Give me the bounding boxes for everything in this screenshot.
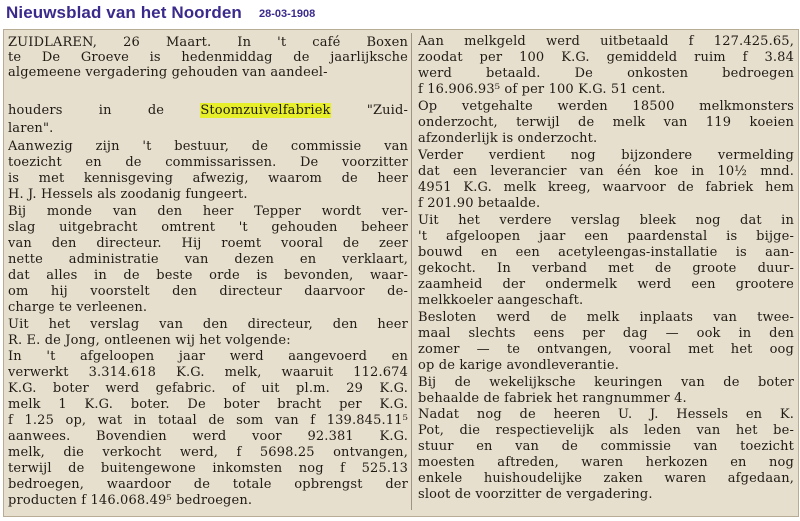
article-line: laren". <box>8 121 54 136</box>
article-line: Nadat nog de heeren U. J. Hessels en K. <box>418 407 794 422</box>
article-line: melk 1 K.G. boter. De boter bracht per K.G. <box>8 397 408 412</box>
article-line: melkkoeler aangeschaft. <box>418 293 584 308</box>
article-line: Op vetgehalte werden 18500 melkmonsters <box>418 99 794 114</box>
article-line: zomer — te ontvangen, vooral met het oog <box>418 342 794 357</box>
right-column <box>418 33 794 512</box>
article-line: toezicht en de commissarissen. De voorzitter <box>8 155 408 170</box>
article-line: slag uitgebracht omtrent 't gehouden beheer <box>8 220 408 235</box>
article-line: Bij monde van den heer Tepper wordt ver- <box>8 204 408 219</box>
article-line: stuur en van de commissie van toezicht <box>418 439 794 454</box>
article-line: Aan melkgeld werd uitbetaald f 127.425.65, <box>418 34 794 49</box>
article-line: sloot de voorzitter de vergadering. <box>418 487 653 502</box>
article-line: Bij de wekelijksche keuringen van de boter <box>418 375 794 390</box>
article-line: om hij voorstelt den directeur daarvoor de- <box>8 284 408 299</box>
article-line: bedroegen, waardoor de totale opbrengst der <box>8 477 408 492</box>
article-line: K.G. boter werd gefabric. of uit pl.m. 29 K.G. <box>8 381 408 396</box>
article-line: enkele huishoudelijke zaken waren afgedaan, <box>418 471 794 486</box>
article-line: Aanwezig zijn 't bestuur, de commissie van <box>8 139 408 154</box>
article-line: onderzocht, terwijl de melk van 119 koeien <box>418 115 794 130</box>
article-line: behaalde de fabriek het rangnummer 4. <box>418 391 687 406</box>
search-highlight: Stoomzuivelfabriek <box>200 103 331 118</box>
article-line: houders in de Stoomzuivelfabriek "Zuid- <box>8 103 408 118</box>
article-line: afzonderlijk is onderzocht. <box>418 131 598 146</box>
article-line: op de karige avondleverantie. <box>418 358 619 373</box>
article-line: f 201.90 betaalde. <box>418 196 541 211</box>
article-line: dat alles in de beste orde is bevonden, waar- <box>8 268 408 283</box>
article-line: nette administratie van dezen en verklaart, <box>8 252 408 267</box>
article-line: is met kennisgeving afwezig, waarom de heer <box>8 171 408 186</box>
article-line: 4951 K.G. melk kreeg, waarvoor de fabriek hem <box>418 180 794 195</box>
header <box>0 0 800 28</box>
newspaper-title: Nieuwsblad van het Noorden <box>6 3 242 22</box>
article-line: algemeene vergadering gehouden van aandeel- <box>8 65 328 80</box>
article-line: Uit het verdere verslag bleek nog dat in <box>418 213 794 228</box>
article-line: dat een leverancier van één koe in 10½ mnd. <box>418 164 794 179</box>
article-line: melk, die verkocht werd, f 5698.25 ontvangen, <box>8 445 408 460</box>
article-line: ZUIDLAREN, 26 Maart. In 't café Boxen <box>8 35 408 50</box>
article-line: 't afgeloopen jaar een paardenstal is bijge- <box>418 229 794 244</box>
article-line: werd betaald. De onkosten bedroegen <box>418 66 794 81</box>
article-line: zaamheid der ondermelk werd een grootere <box>418 277 794 292</box>
article-line: verwerkt 3.314.618 K.G. melk, waaruit 112.674 <box>8 365 408 380</box>
newspaper-clipping <box>3 29 799 517</box>
article-line: f 16.906.93⁵ of per 100 K.G. 51 cent. <box>418 82 666 97</box>
article-line: Pot, die respectievelijk als leden van het be- <box>418 423 794 438</box>
article-line: te De Groeve is hedenmiddag de jaarlijksche <box>8 50 408 65</box>
article-line: terwijl de buitengewone inkomsten nog f 525.13 <box>8 461 408 476</box>
article-line: moesten aftreden, waren herkozen en nog <box>418 455 794 470</box>
article-line: Uit het verslag van den directeur, den heer <box>8 317 408 332</box>
article-line: maal slechts eens per dag — ook in den <box>418 326 794 341</box>
article-line: charge te verleenen. <box>8 300 148 315</box>
column-divider <box>411 33 412 510</box>
left-column <box>8 33 408 512</box>
publication-date: 28-03-1908 <box>259 8 316 20</box>
article-line: H. J. Hessels als zoodanig fungeert. <box>8 187 248 202</box>
article-line: aanwees. Bovendien werd voor 92.381 K.G. <box>8 429 408 444</box>
article-line: van den directeur. Hij roemt vooral de zeer <box>8 236 408 251</box>
article-line: In 't afgeloopen jaar werd aangevoerd en <box>8 349 408 364</box>
article-line: producten f 146.068.49⁵ bedroegen. <box>8 493 253 508</box>
article-line: zoodat per 100 K.G. gemiddeld ruim f 3.84 <box>418 50 794 65</box>
article-line: f 1.25 op, wat in totaal de som van f 139.845.11⁵ <box>8 413 408 428</box>
article-line: Besloten werd de melk inplaats van twee- <box>418 310 794 325</box>
article-line: gekocht. In verband met de groote duur- <box>418 261 794 276</box>
article-line: Verder verdient nog bijzondere vermelding <box>418 148 794 163</box>
article-line: R. E. de Jong, ontleenen wij het volgende: <box>8 333 291 348</box>
article-line: bouwd en een acetyleengas-installatie is aan- <box>418 245 794 260</box>
